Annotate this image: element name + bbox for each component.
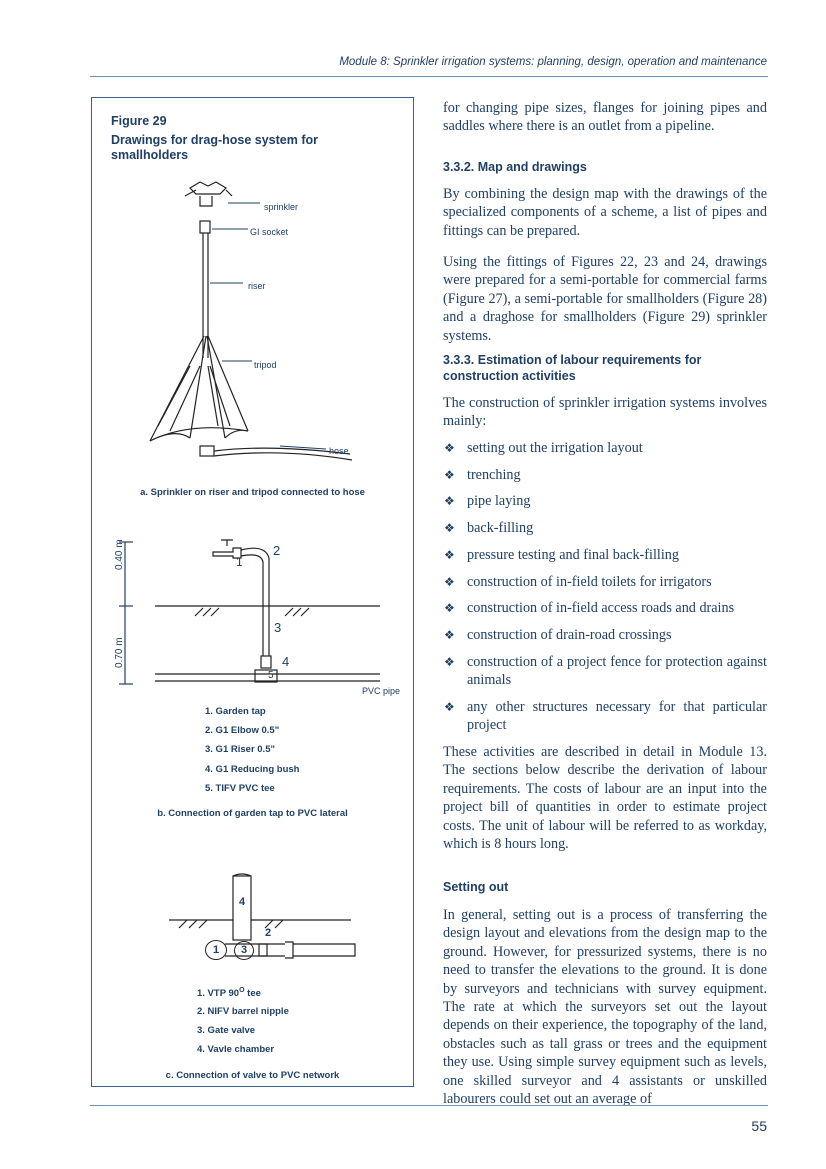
legend-b-5: 5. TIFV PVC tee	[205, 783, 275, 794]
list-item-text: construction of a project fence for protection against animals	[467, 653, 767, 689]
para-3-3-2-b: Using the fittings of Figures 22, 23 and 24, drawings were prepared for a semi-portable for commercial farms (Figure 27), a semi-portable for smallholders (Figure 28) and a draghose for smallholders (Figure 29) sprinkler systems.	[443, 254, 767, 344]
legend-b-4: 4. G1 Reducing bush	[205, 764, 300, 775]
legend-c-1-sup: O	[239, 987, 245, 994]
label-hose: hose	[329, 446, 349, 456]
list-item	[443, 466, 767, 484]
mark-c-3: 3	[234, 941, 254, 960]
running-header: Module 8: Sprinkler irrigation systems: planning, design, operation and maintenance	[339, 56, 767, 68]
bullet-icon: ❖	[444, 627, 455, 642]
list-item	[443, 439, 767, 457]
mark-b-1: 1	[236, 555, 243, 569]
list-item-text: pressure testing and final back-filling	[467, 546, 679, 563]
mark-c-4: 4	[239, 896, 246, 908]
mark-b-2: 2	[273, 543, 281, 558]
list-item	[443, 626, 767, 644]
para-setting-out: In general, setting out is a process of transferring the design layout and elevations from the design map to the ground. However, for pressurized systems, there is no need to transfer the elevations to the ground. It is done by surveyors and technicians with survey equipment. The rate at which the surveyors set out the layout depends on their experience, the topography of the land, obstacles such as tall grass or trees and the equipment they use. Using simple survey equipment such as levels, one skilled surveyor and 4 assistants or unskilled labourers could set out an average of	[443, 907, 767, 1108]
dim-upper-label: 0.40 m	[114, 539, 125, 570]
mark-b-5: 5	[268, 670, 274, 681]
para-3-3-3: The construction of sprinkler irrigation systems involves mainly:	[443, 395, 767, 430]
bullet-icon: ❖	[444, 467, 455, 482]
label-gi-socket: GI socket	[250, 227, 289, 237]
label-tripod: tripod	[254, 360, 277, 370]
heading-3-3-3: 3.3.3. Estimation of labour requirements for construction activities	[443, 353, 702, 383]
caption-b: b. Connection of garden tap to PVC lateral	[157, 808, 348, 819]
bullet-icon: ❖	[444, 699, 455, 714]
list-item-text: construction of in-field toilets for irrigators	[467, 573, 712, 590]
legend-b-2: 2. G1 Elbow 0.5"	[205, 725, 280, 736]
list-item	[443, 599, 767, 617]
label-pvc-pipe: PVC pipe	[362, 686, 401, 696]
list-item-text: any other structures necessary for that particular project	[467, 698, 767, 734]
footer-rule	[90, 1105, 768, 1106]
figure-title: Drawings for drag-hose system for smallholders	[111, 133, 318, 162]
list-item	[443, 698, 767, 735]
para-3-3-2-a: By combining the design map with the drawings of the specialized components of a scheme, a list of pipes and fittings can be prepared.	[443, 186, 767, 239]
legend-c-3: 3. Gate valve	[197, 1025, 256, 1036]
figure-number: Figure 29	[111, 114, 167, 128]
bullet-icon: ❖	[444, 547, 455, 562]
list-item-text: pipe laying	[467, 493, 531, 510]
list-item	[443, 492, 767, 510]
list-item	[443, 519, 767, 537]
list-item	[443, 546, 767, 564]
legend-c-2: 2. NIFV barrel nipple	[197, 1006, 289, 1017]
garden-tap-connection-drawing	[115, 538, 385, 688]
legend-b-1: 1. Garden tap	[205, 706, 266, 717]
bullet-icon: ❖	[444, 494, 455, 509]
activity-list	[443, 439, 767, 743]
list-item	[443, 653, 767, 690]
list-item-text: back-filling	[467, 520, 534, 537]
para-after-list: These activities are described in detail in Module 13. The sections below describe the derivation of labour requirements. The costs of labour are an input into the project bill of quantities in order to estimate project costs. The unit of labour will be referred to as workday, which is 8 hours long.	[443, 744, 767, 853]
legend-c-1-suffix: tee	[244, 988, 261, 1000]
bullet-icon: ❖	[444, 574, 455, 589]
list-item-text: construction of drain-road crossings	[467, 626, 672, 643]
legend-c-1	[197, 987, 261, 999]
mark-b-3: 3	[274, 620, 282, 635]
list-item-text: trenching	[467, 466, 521, 483]
heading-3-3-2: 3.3.2. Map and drawings	[443, 160, 587, 174]
mark-b-4: 4	[282, 654, 290, 669]
bullet-icon: ❖	[444, 654, 455, 669]
bullet-icon: ❖	[444, 601, 455, 616]
sprinkler-tripod-drawing	[130, 176, 370, 476]
list-item-text: construction of in-field access roads and drains	[467, 600, 735, 617]
list-item	[443, 573, 767, 591]
page-number: 55	[751, 1118, 767, 1134]
legend-b-3: 3. G1 Riser 0.5"	[205, 744, 275, 755]
list-item-text: setting out the irrigation layout	[467, 440, 643, 456]
label-sprinkler: sprinkler	[264, 202, 299, 212]
heading-setting-out: Setting out	[443, 880, 509, 894]
mark-c-1: 1	[205, 940, 227, 960]
bullet-icon: ❖	[444, 441, 455, 455]
valve-connection-drawing	[165, 872, 365, 962]
caption-c: c. Connection of valve to PVC network	[165, 1070, 340, 1081]
para-intro: for changing pipe sizes, flanges for joining pipes and saddles where there is an outlet from a pipeline.	[443, 100, 767, 135]
caption-a: a. Sprinkler on riser and tripod connected to hose	[140, 487, 365, 498]
bullet-icon: ❖	[444, 521, 455, 536]
dim-lower-label: 0.70 m	[114, 637, 125, 668]
label-riser: riser	[248, 281, 266, 291]
mark-c-2: 2	[265, 927, 272, 939]
legend-c-1-text: 1. VTP 90	[197, 988, 240, 1000]
header-rule	[90, 76, 768, 77]
legend-c-4: 4. Vavle chamber	[197, 1044, 275, 1055]
